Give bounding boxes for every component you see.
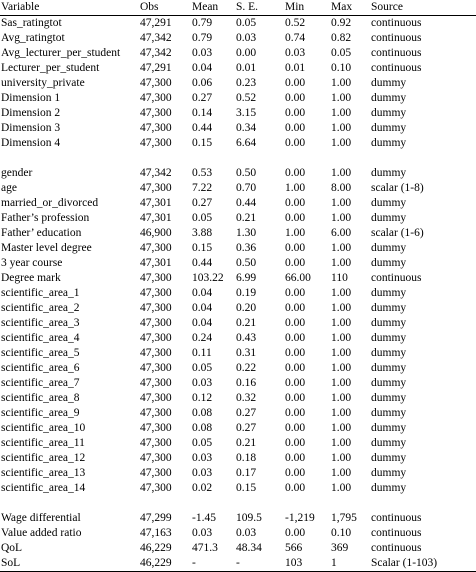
cell-min: 0.00 xyxy=(285,437,306,449)
cell-max: 1.00 xyxy=(331,257,352,269)
cell-mean: 0.27 xyxy=(192,197,213,209)
cell-obs: 47,300 xyxy=(140,122,172,134)
cell-min: 0.00 xyxy=(285,347,306,359)
header-variable: Variable xyxy=(0,0,140,16)
cell-variable: Value added ratio xyxy=(1,527,82,539)
cell-se: 1.30 xyxy=(236,227,257,239)
cell-mean: - xyxy=(192,556,236,572)
cell-obs: 46,229 xyxy=(140,542,172,554)
table-row xyxy=(0,346,476,361)
cell-max: 1.00 xyxy=(331,137,352,149)
cell-mean: 0.79 xyxy=(192,17,213,29)
cell-source: dummy xyxy=(371,77,407,89)
cell-mean: 0.15 xyxy=(192,242,213,254)
cell-obs: 47,300 xyxy=(140,347,172,359)
cell-min: 0.00 xyxy=(285,122,306,134)
cell-se: 0.21 xyxy=(236,317,257,329)
cell-se: 48.34 xyxy=(236,542,262,554)
table-row xyxy=(0,46,476,61)
cell-se: 0.00 xyxy=(236,47,257,59)
cell-se: 0.27 xyxy=(236,407,257,419)
table-row xyxy=(0,136,476,151)
cell-min: 0.00 xyxy=(285,212,306,224)
spacer-cell xyxy=(0,496,476,511)
cell-source: dummy xyxy=(371,167,407,179)
cell-mean: 0.05 xyxy=(192,437,213,449)
table-row xyxy=(0,211,476,226)
cell-source: continuous xyxy=(371,47,422,59)
cell-variable: scientific_area_12 xyxy=(1,452,86,464)
cell-variable: scientific_area_2 xyxy=(1,302,80,314)
cell-obs: 47,300 xyxy=(140,482,172,494)
cell-max: 1.00 xyxy=(331,467,352,479)
cell-min: -1,219 xyxy=(285,512,315,524)
cell-source: continuous xyxy=(371,512,422,524)
header-source: Source xyxy=(371,0,476,16)
table-row xyxy=(0,61,476,76)
table-row xyxy=(0,481,476,496)
cell-obs: 47,342 xyxy=(140,32,172,44)
cell-max: 0.92 xyxy=(331,17,352,29)
cell-max: 1.00 xyxy=(331,212,352,224)
cell-source: dummy xyxy=(371,482,407,494)
cell-se: 0.03 xyxy=(236,32,257,44)
cell-min: 103 xyxy=(285,556,331,572)
cell-min: 0.00 xyxy=(285,287,306,299)
cell-se: 0.22 xyxy=(236,362,257,374)
cell-source: dummy xyxy=(371,287,407,299)
cell-se: 0.03 xyxy=(236,527,257,539)
cell-variable: scientific_area_5 xyxy=(1,347,80,359)
cell-mean: 0.53 xyxy=(192,167,213,179)
cell-obs: 47,300 xyxy=(140,362,172,374)
cell-source: continuous xyxy=(371,32,422,44)
cell-max: 1.00 xyxy=(331,302,352,314)
cell-max: 1.00 xyxy=(331,482,352,494)
cell-max: 0.10 xyxy=(331,62,352,74)
cell-obs: 47,300 xyxy=(140,317,172,329)
cell-obs: 47,301 xyxy=(140,212,172,224)
cell-max: 1.00 xyxy=(331,92,352,104)
cell-mean: 0.12 xyxy=(192,392,213,404)
cell-obs: 47,300 xyxy=(140,392,172,404)
cell-obs: 47,291 xyxy=(140,62,172,74)
cell-mean: 0.03 xyxy=(192,47,213,59)
cell-variable: Degree mark xyxy=(1,272,61,284)
cell-min: 0.00 xyxy=(285,422,306,434)
cell-se: 0.44 xyxy=(236,197,257,209)
cell-min: 0.52 xyxy=(285,17,306,29)
cell-se: 0.52 xyxy=(236,92,257,104)
cell-max: 1.00 xyxy=(331,422,352,434)
cell-obs: 47,163 xyxy=(140,527,172,539)
cell-max: 1.00 xyxy=(331,197,352,209)
cell-source: dummy xyxy=(371,197,407,209)
cell-source: scalar (1-8) xyxy=(371,182,424,194)
cell-max: 1.00 xyxy=(331,362,352,374)
cell-source: continuous xyxy=(371,62,422,74)
cell-source: dummy xyxy=(371,392,407,404)
cell-max: 0.05 xyxy=(331,47,352,59)
table-row xyxy=(0,511,476,526)
cell-mean: 0.03 xyxy=(192,377,213,389)
cell-obs: 47,300 xyxy=(140,242,172,254)
table-row xyxy=(0,376,476,391)
cell-obs: 47,301 xyxy=(140,197,172,209)
cell-source: scalar (1-6) xyxy=(371,227,424,239)
cell-variable: Avg_ratingtot xyxy=(1,32,65,44)
header-obs: Obs xyxy=(140,0,192,16)
cell-mean: 0.03 xyxy=(192,527,213,539)
cell-min: 0.00 xyxy=(285,362,306,374)
cell-variable: Dimension 1 xyxy=(1,92,61,104)
cell-obs: 47,300 xyxy=(140,332,172,344)
cell-min: 0.00 xyxy=(285,137,306,149)
cell-obs: 47,300 xyxy=(140,272,172,284)
cell-min: 0.00 xyxy=(285,302,306,314)
cell-mean: 0.15 xyxy=(192,137,213,149)
cell-max: 1.00 xyxy=(331,242,352,254)
cell-mean: 0.08 xyxy=(192,407,213,419)
cell-source: dummy xyxy=(371,452,407,464)
cell-mean: 0.79 xyxy=(192,32,213,44)
cell-obs: 46,900 xyxy=(140,227,172,239)
cell-se: 0.21 xyxy=(236,437,257,449)
cell-obs: 47,300 xyxy=(140,92,172,104)
cell-source: dummy xyxy=(371,302,407,314)
cell-source: continuous xyxy=(371,272,422,284)
cell-min: 0.00 xyxy=(285,392,306,404)
cell-variable: scientific_area_9 xyxy=(1,407,80,419)
cell-max: 1.00 xyxy=(331,347,352,359)
cell-max: 1.00 xyxy=(331,452,352,464)
table-row xyxy=(0,316,476,331)
cell-max: 1.00 xyxy=(331,107,352,119)
cell-variable: scientific_area_6 xyxy=(1,362,80,374)
cell-se: 0.15 xyxy=(236,482,257,494)
cell-se: 0.50 xyxy=(236,257,257,269)
cell-max: 1.00 xyxy=(331,287,352,299)
cell-mean: 0.03 xyxy=(192,452,213,464)
cell-min: 0.00 xyxy=(285,242,306,254)
cell-min: 566 xyxy=(285,542,303,554)
cell-min: 0.00 xyxy=(285,467,306,479)
cell-obs: 47,300 xyxy=(140,182,172,194)
cell-variable: 3 year course xyxy=(1,257,63,269)
table-row xyxy=(0,256,476,271)
cell-source: dummy xyxy=(371,377,407,389)
cell-max: 369 xyxy=(331,542,349,554)
cell-se: 0.23 xyxy=(236,77,257,89)
table-header xyxy=(0,0,476,16)
cell-obs: 47,300 xyxy=(140,302,172,314)
cell-mean: 3.88 xyxy=(192,227,213,239)
cell-mean: 0.11 xyxy=(192,347,212,359)
table-row xyxy=(0,226,476,241)
cell-source: dummy xyxy=(371,407,407,419)
cell-max: 6.00 xyxy=(331,227,352,239)
cell-min: 0.01 xyxy=(285,62,306,74)
table-row xyxy=(0,301,476,316)
cell-obs: 47,342 xyxy=(140,167,172,179)
cell-variable: Dimension 4 xyxy=(1,137,61,149)
cell-se: 0.05 xyxy=(236,17,257,29)
cell-se: 0.20 xyxy=(236,302,257,314)
cell-variable: scientific_area_1 xyxy=(1,287,80,299)
cell-variable: university_private xyxy=(1,77,85,89)
cell-se: 0.01 xyxy=(236,62,257,74)
cell-obs: 47,342 xyxy=(140,47,172,59)
cell-source: dummy xyxy=(371,122,407,134)
cell-max: 1 xyxy=(331,556,371,572)
table-row xyxy=(0,331,476,346)
table-row xyxy=(0,391,476,406)
cell-variable: scientific_area_14 xyxy=(1,482,86,494)
cell-source: dummy xyxy=(371,422,407,434)
cell-variable: Avg_lecturer_per_student xyxy=(1,47,121,59)
table-row xyxy=(0,166,476,181)
cell-min: 0.00 xyxy=(285,452,306,464)
header-mean: Mean xyxy=(192,0,236,16)
cell-source: dummy xyxy=(371,317,407,329)
cell-obs: 47,300 xyxy=(140,77,172,89)
cell-mean: 0.06 xyxy=(192,77,213,89)
cell-se: - xyxy=(236,556,285,572)
cell-variable: QoL xyxy=(1,542,23,554)
cell-variable: Sas_ratingtot xyxy=(1,17,62,29)
cell-se: 0.19 xyxy=(236,287,257,299)
cell-source: Scalar (1-103) xyxy=(371,556,476,572)
cell-max: 1.00 xyxy=(331,122,352,134)
table-row xyxy=(0,121,476,136)
cell-mean: 0.04 xyxy=(192,302,213,314)
cell-mean: 0.24 xyxy=(192,332,213,344)
cell-se: 0.36 xyxy=(236,242,257,254)
cell-obs: 47,300 xyxy=(140,137,172,149)
cell-max: 0.10 xyxy=(331,527,352,539)
cell-mean: 0.05 xyxy=(192,212,213,224)
cell-obs: 47,299 xyxy=(140,512,172,524)
spacer-cell xyxy=(0,151,476,166)
cell-max: 1.00 xyxy=(331,77,352,89)
cell-source: dummy xyxy=(371,257,407,269)
cell-variable: scientific_area_10 xyxy=(1,422,86,434)
cell-source: dummy xyxy=(371,107,407,119)
cell-mean: 7.22 xyxy=(192,182,213,194)
cell-variable: Dimension 3 xyxy=(1,122,61,134)
header-se: S. E. xyxy=(236,0,285,16)
table-row xyxy=(0,526,476,541)
cell-min: 0.00 xyxy=(285,92,306,104)
cell-min: 0.74 xyxy=(285,32,306,44)
cell-se: 0.21 xyxy=(236,212,257,224)
cell-source: dummy xyxy=(371,242,407,254)
table-body xyxy=(0,16,476,572)
cell-min: 0.00 xyxy=(285,332,306,344)
cell-se: 0.50 xyxy=(236,167,257,179)
cell-variable: Father’s profession xyxy=(1,212,90,224)
cell-se: 3.15 xyxy=(236,107,257,119)
cell-mean: 0.08 xyxy=(192,422,213,434)
cell-variable: scientific_area_13 xyxy=(1,467,86,479)
cell-mean: 0.02 xyxy=(192,482,213,494)
cell-variable: scientific_area_11 xyxy=(1,437,85,449)
table-row xyxy=(0,106,476,121)
cell-source: continuous xyxy=(371,542,422,554)
cell-max: 1.00 xyxy=(331,392,352,404)
cell-obs: 46,229 xyxy=(140,556,192,572)
header-min: Min xyxy=(285,0,331,16)
cell-max: 1.00 xyxy=(331,377,352,389)
cell-source: dummy xyxy=(371,467,407,479)
cell-mean: 0.44 xyxy=(192,122,213,134)
cell-max: 1.00 xyxy=(331,437,352,449)
cell-min: 0.00 xyxy=(285,197,306,209)
cell-source: dummy xyxy=(371,437,407,449)
cell-obs: 47,300 xyxy=(140,407,172,419)
cell-variable: SoL xyxy=(0,556,140,572)
table-row xyxy=(0,541,476,556)
cell-variable: Master level degree xyxy=(1,242,92,254)
cell-min: 0.00 xyxy=(285,317,306,329)
table-row xyxy=(0,406,476,421)
cell-variable: scientific_area_4 xyxy=(1,332,80,344)
table-row xyxy=(0,31,476,46)
cell-se: 0.18 xyxy=(236,452,257,464)
table-row xyxy=(0,286,476,301)
cell-max: 1.00 xyxy=(331,407,352,419)
cell-mean: 0.05 xyxy=(192,362,213,374)
cell-mean: 0.04 xyxy=(192,317,213,329)
cell-max: 110 xyxy=(331,272,348,284)
cell-min: 0.00 xyxy=(285,257,306,269)
table-row xyxy=(0,556,476,572)
table-row xyxy=(0,181,476,196)
cell-variable: married_or_divorced xyxy=(1,197,99,209)
cell-min: 0.00 xyxy=(285,482,306,494)
cell-source: dummy xyxy=(371,332,407,344)
cell-obs: 47,300 xyxy=(140,107,172,119)
table-row xyxy=(0,361,476,376)
table-row xyxy=(0,466,476,481)
cell-min: 1.00 xyxy=(285,182,306,194)
table-row xyxy=(0,451,476,466)
cell-obs: 47,291 xyxy=(140,17,172,29)
cell-variable: age xyxy=(1,182,17,194)
cell-mean: 0.44 xyxy=(192,257,213,269)
cell-source: dummy xyxy=(371,137,407,149)
cell-obs: 47,300 xyxy=(140,452,172,464)
header-max: Max xyxy=(331,0,371,16)
cell-se: 0.34 xyxy=(236,122,257,134)
cell-max: 8.00 xyxy=(331,182,352,194)
cell-mean: -1.45 xyxy=(192,512,216,524)
cell-mean: 0.04 xyxy=(192,287,213,299)
cell-min: 0.00 xyxy=(285,407,306,419)
cell-min: 0.00 xyxy=(285,107,306,119)
cell-min: 1.00 xyxy=(285,227,306,239)
table-row xyxy=(0,16,476,32)
cell-variable: Lecturer_per_student xyxy=(1,62,100,74)
cell-mean: 0.04 xyxy=(192,62,213,74)
cell-min: 0.00 xyxy=(285,527,306,539)
cell-max: 1.00 xyxy=(331,332,352,344)
cell-source: continuous xyxy=(371,527,422,539)
cell-se: 0.16 xyxy=(236,377,257,389)
cell-max: 1,795 xyxy=(331,512,357,524)
cell-obs: 47,300 xyxy=(140,467,172,479)
cell-variable: scientific_area_3 xyxy=(1,317,80,329)
cell-variable: scientific_area_7 xyxy=(1,377,80,389)
table-row xyxy=(0,271,476,286)
group-spacer-row xyxy=(0,496,476,511)
cell-obs: 47,301 xyxy=(140,257,172,269)
cell-mean: 471.3 xyxy=(192,542,218,554)
table-row xyxy=(0,196,476,211)
table-row xyxy=(0,91,476,106)
cell-se: 109.5 xyxy=(236,512,262,524)
table-row xyxy=(0,76,476,91)
table-row xyxy=(0,436,476,451)
cell-mean: 0.27 xyxy=(192,92,213,104)
cell-variable: gender xyxy=(1,167,33,179)
cell-se: 0.70 xyxy=(236,182,257,194)
cell-source: dummy xyxy=(371,92,407,104)
cell-min: 66.00 xyxy=(285,272,311,284)
cell-se: 0.43 xyxy=(236,332,257,344)
cell-se: 6.99 xyxy=(236,272,257,284)
cell-min: 0.00 xyxy=(285,77,306,89)
cell-variable: scientific_area_8 xyxy=(1,392,80,404)
table-row xyxy=(0,421,476,436)
cell-mean: 0.03 xyxy=(192,467,213,479)
group-spacer-row xyxy=(0,151,476,166)
cell-se: 0.31 xyxy=(236,347,257,359)
cell-source: dummy xyxy=(371,362,407,374)
cell-source: continuous xyxy=(371,17,422,29)
cell-obs: 47,300 xyxy=(140,437,172,449)
cell-max: 1.00 xyxy=(331,167,352,179)
cell-variable: Father’ education xyxy=(1,227,82,239)
cell-obs: 47,300 xyxy=(140,377,172,389)
cell-variable: Wage differential xyxy=(1,512,81,524)
cell-se: 0.27 xyxy=(236,422,257,434)
cell-max: 1.00 xyxy=(331,317,352,329)
table-row xyxy=(0,241,476,256)
cell-se: 0.32 xyxy=(236,392,257,404)
cell-mean: 0.14 xyxy=(192,107,213,119)
cell-obs: 47,300 xyxy=(140,287,172,299)
cell-min: 0.00 xyxy=(285,377,306,389)
cell-se: 6.64 xyxy=(236,137,257,149)
cell-source: dummy xyxy=(371,347,407,359)
cell-obs: 47,300 xyxy=(140,422,172,434)
cell-se: 0.17 xyxy=(236,467,257,479)
cell-variable: Dimension 2 xyxy=(1,107,61,119)
cell-min: 0.00 xyxy=(285,167,306,179)
cell-max: 0.82 xyxy=(331,32,352,44)
cell-mean: 103.22 xyxy=(192,272,224,284)
header-row xyxy=(0,0,476,16)
cell-source: dummy xyxy=(371,212,407,224)
cell-min: 0.03 xyxy=(285,47,306,59)
